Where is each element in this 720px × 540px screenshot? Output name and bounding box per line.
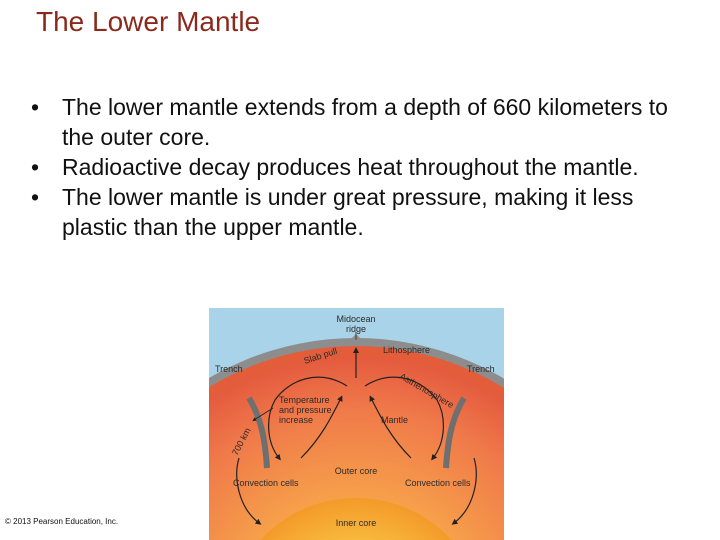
bullet-item-depth: • The lower mantle extends from a depth of 660 kilometers to the outer core. <box>28 92 698 152</box>
label-lithosphere: Lithosphere <box>383 345 431 355</box>
label-trench-left: Trench <box>215 364 243 374</box>
label-temperature-pressure-3: increase <box>279 415 314 425</box>
slide-title: The Lower Mantle <box>36 6 261 37</box>
label-temperature-pressure-1: Temperature <box>279 395 330 405</box>
label-inner-core: Inner core <box>335 518 377 528</box>
label-convection-cells-left: Convection cells <box>233 478 299 488</box>
label-outer-core: Outer core <box>334 466 378 476</box>
label-mantle: Mantle <box>381 415 409 425</box>
label-midocean-ridge: Midocean <box>336 314 376 324</box>
label-trench-right: Trench <box>467 364 495 374</box>
bullet-list <box>28 92 698 242</box>
bullet-item-radioactive-decay: • Radioactive decay produces heat throughout the mantle. <box>28 152 698 182</box>
label-ridge: ridge <box>345 324 367 334</box>
label-asthenosphere: Asthenosphere <box>398 371 456 411</box>
earth-cross-section-diagram <box>209 308 504 540</box>
label-temperature-pressure-2: and pressure <box>279 405 332 415</box>
label-slab-pull: Slab pull <box>302 345 339 366</box>
label-convection-cells-right: Convection cells <box>405 478 471 488</box>
label-700km: 700 km <box>229 426 253 457</box>
bullet-item-pressure: • The lower mantle is under great pressure, making it less plastic than the upper mantle. <box>28 182 698 242</box>
copyright-notice: © 2013 Pearson Education, Inc. <box>5 517 119 526</box>
